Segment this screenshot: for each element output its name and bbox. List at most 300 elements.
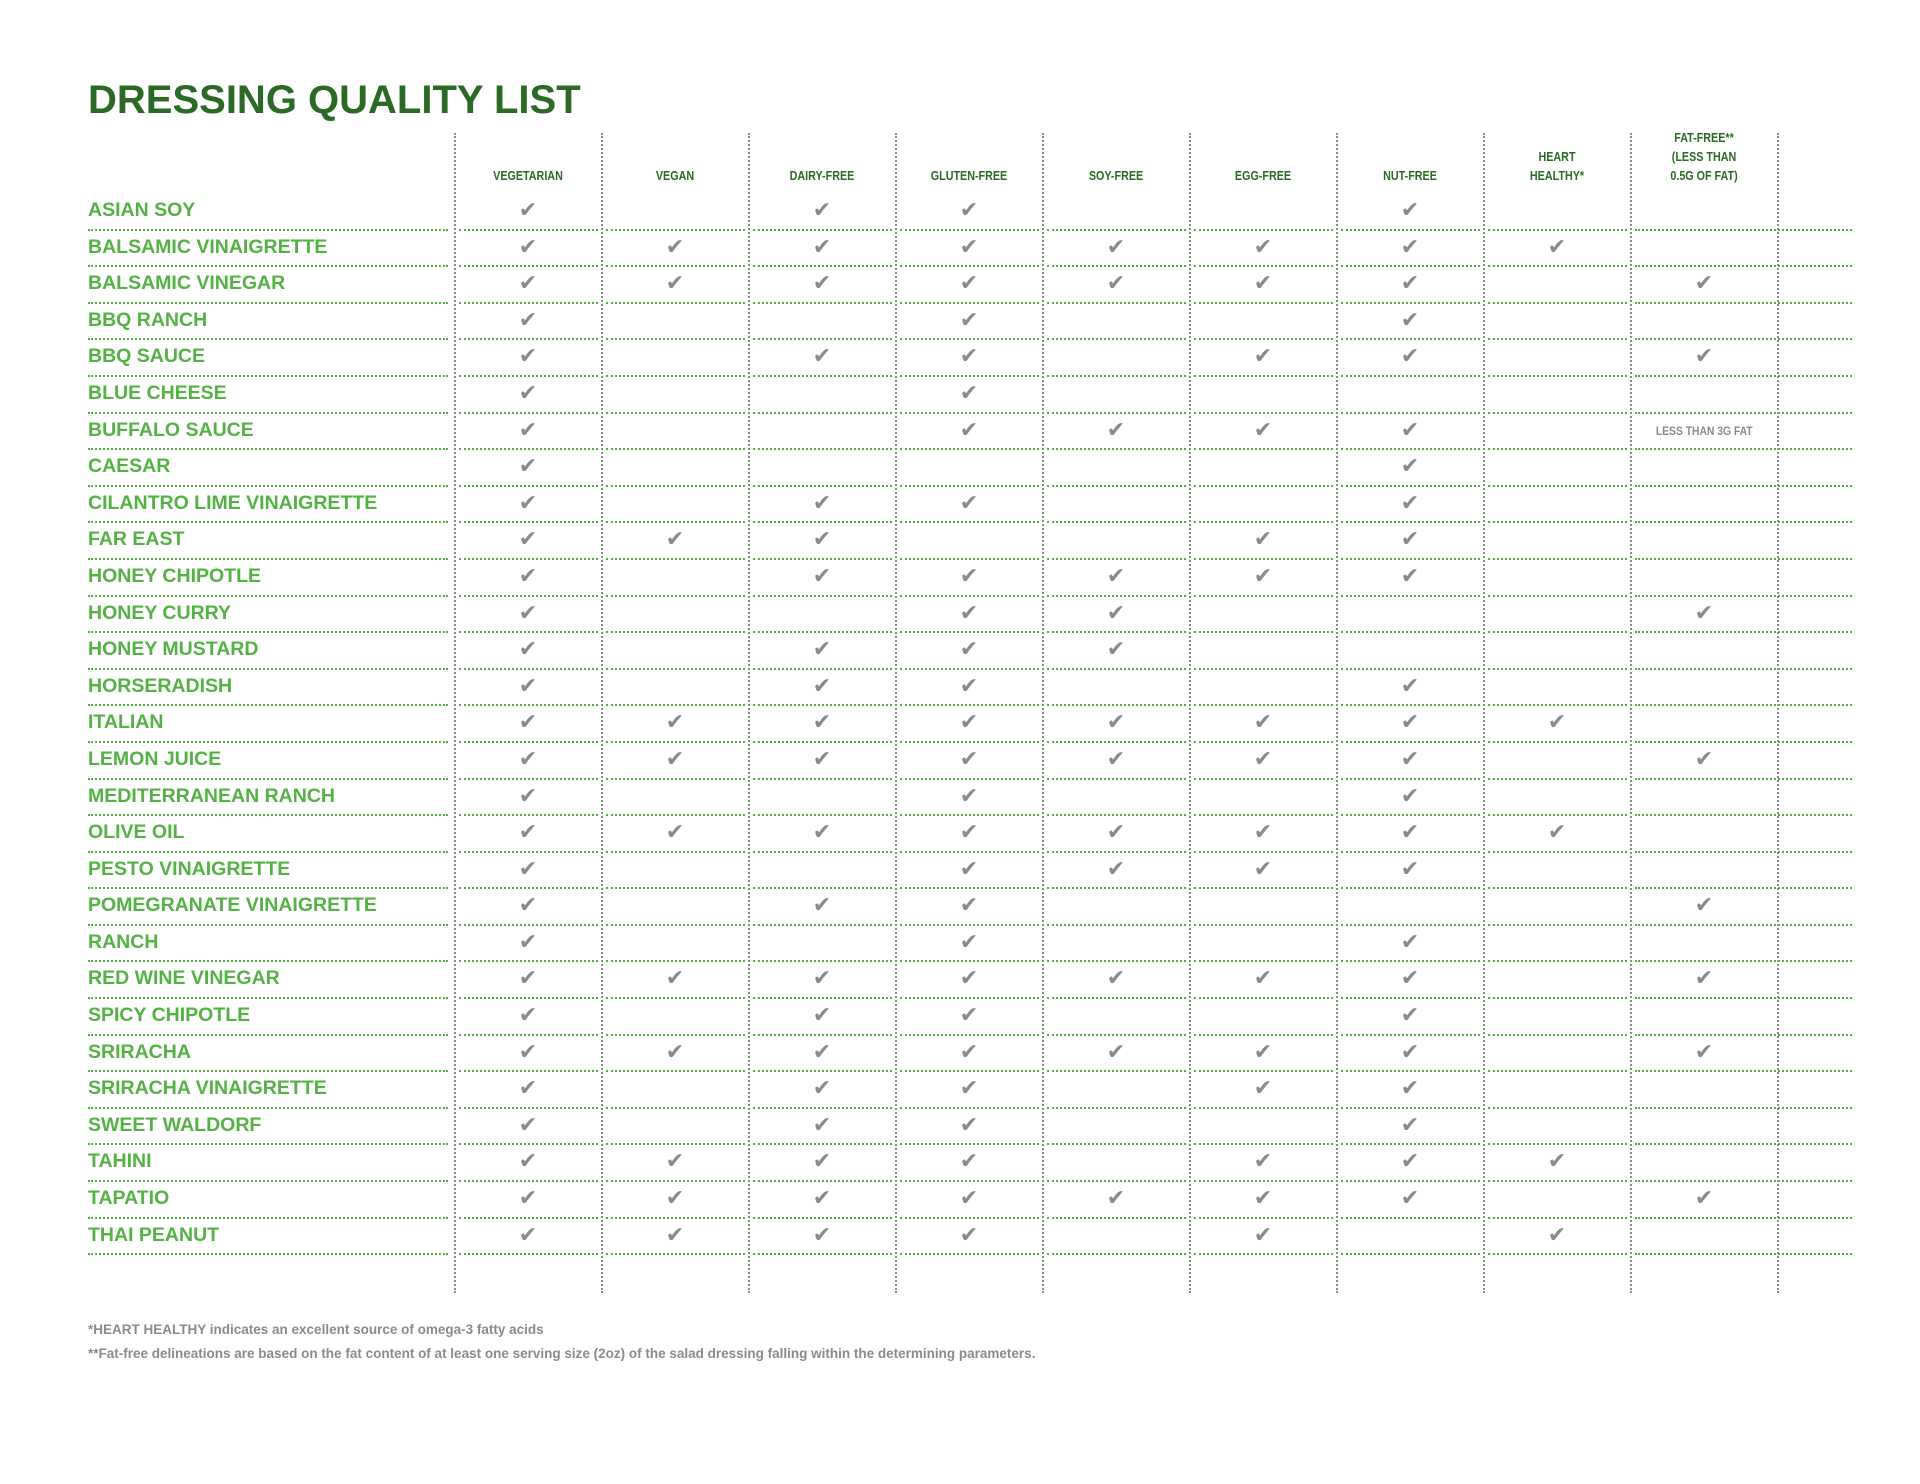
table-cell — [1043, 527, 1189, 553]
table-cell — [1190, 747, 1336, 773]
row-divider — [1341, 1253, 1480, 1255]
check-mark-icon: ✔ — [1106, 637, 1126, 663]
table-cell — [1190, 710, 1336, 736]
check-mark-icon: ✔ — [1253, 966, 1273, 992]
table-cell — [602, 235, 748, 261]
table-cell — [1190, 1003, 1336, 1029]
table-cell — [1190, 491, 1336, 517]
table-cell — [1631, 1186, 1777, 1212]
check-mark-icon: ✔ — [665, 710, 685, 736]
table-cell — [455, 1149, 601, 1175]
dressing-name: BALSAMIC VINEGAR — [88, 272, 286, 295]
table-row — [0, 633, 1920, 670]
table-cell — [896, 308, 1042, 334]
table-cell — [1337, 308, 1483, 334]
table-cell — [455, 674, 601, 700]
table-cell — [455, 1186, 601, 1212]
table-cell — [1190, 344, 1336, 370]
table-cell — [1631, 308, 1777, 334]
table-cell — [896, 893, 1042, 919]
table-cell — [455, 1003, 601, 1029]
table-cell — [1337, 857, 1483, 883]
table-cell — [455, 893, 601, 919]
check-mark-icon: ✔ — [1694, 746, 1714, 772]
table-cell — [1190, 674, 1336, 700]
check-mark-icon: ✔ — [1106, 746, 1126, 772]
column-header: EGG-FREE — [1234, 169, 1292, 183]
table-cell — [1337, 1113, 1483, 1139]
table-cell — [1190, 271, 1336, 297]
table-cell — [602, 454, 748, 480]
table-cell — [1190, 930, 1336, 956]
table-row — [0, 706, 1920, 743]
dressing-name: BBQ RANCH — [88, 308, 208, 331]
table-cell — [602, 710, 748, 736]
dressing-name: RANCH — [88, 930, 159, 953]
dressing-table — [0, 194, 1920, 1255]
table-cell — [896, 857, 1042, 883]
table-cell — [455, 418, 601, 444]
table-cell — [896, 235, 1042, 261]
check-mark-icon: ✔ — [1694, 344, 1714, 370]
table-cell — [455, 820, 601, 846]
check-mark-icon: ✔ — [1106, 234, 1126, 260]
check-mark-icon: ✔ — [959, 673, 979, 699]
row-divider — [88, 1253, 448, 1255]
table-cell — [602, 1186, 748, 1212]
table-cell — [1484, 235, 1630, 261]
table-cell — [455, 308, 601, 334]
check-mark-icon: ✔ — [1400, 527, 1420, 553]
table-cell — [749, 893, 895, 919]
check-mark-icon: ✔ — [518, 893, 538, 919]
dressing-name: SPICY CHIPOTLE — [88, 1004, 251, 1027]
table-cell — [602, 381, 748, 407]
table-cell — [749, 491, 895, 517]
table-cell — [1043, 637, 1189, 663]
check-mark-icon: ✔ — [959, 893, 979, 919]
column-header: VEGAN — [655, 169, 695, 183]
table-cell — [1190, 235, 1336, 261]
table-cell — [896, 454, 1042, 480]
check-mark-icon: ✔ — [1400, 307, 1420, 333]
check-mark-icon: ✔ — [959, 966, 979, 992]
table-cell — [1043, 491, 1189, 517]
table-cell — [1631, 491, 1777, 517]
check-mark-icon: ✔ — [665, 746, 685, 772]
table-cell — [602, 564, 748, 590]
check-mark-icon: ✔ — [1253, 234, 1273, 260]
table-cell — [602, 747, 748, 773]
table-cell — [749, 308, 895, 334]
table-row — [0, 597, 1920, 634]
check-mark-icon: ✔ — [518, 856, 538, 882]
check-mark-icon: ✔ — [1694, 1039, 1714, 1065]
check-mark-icon: ✔ — [1253, 417, 1273, 443]
table-cell — [455, 235, 601, 261]
table-row — [0, 816, 1920, 853]
table-cell — [1043, 784, 1189, 810]
check-mark-icon: ✔ — [518, 344, 538, 370]
dressing-name: BUFFALO SAUCE — [88, 418, 254, 441]
dressing-name: SRIRACHA VINAIGRETTE — [88, 1077, 327, 1100]
table-cell — [1337, 710, 1483, 736]
table-cell — [1043, 710, 1189, 736]
table-cell — [1190, 1149, 1336, 1175]
check-mark-icon: ✔ — [959, 600, 979, 626]
table-cell — [749, 1113, 895, 1139]
table-cell — [1190, 308, 1336, 334]
check-mark-icon: ✔ — [1400, 746, 1420, 772]
table-cell — [455, 344, 601, 370]
table-cell — [749, 1076, 895, 1102]
table-cell — [1631, 564, 1777, 590]
table-cell — [1043, 1076, 1189, 1102]
table-cell — [1190, 527, 1336, 553]
table-cell — [602, 674, 748, 700]
table-cell — [455, 601, 601, 627]
table-cell — [1337, 564, 1483, 590]
table-cell — [749, 527, 895, 553]
check-mark-icon: ✔ — [812, 1003, 832, 1029]
table-cell — [1484, 710, 1630, 736]
table-cell — [896, 1186, 1042, 1212]
row-divider — [606, 1253, 745, 1255]
check-mark-icon: ✔ — [665, 234, 685, 260]
table-cell — [1631, 1076, 1777, 1102]
table-cell — [1484, 1076, 1630, 1102]
table-row — [0, 743, 1920, 780]
table-cell — [1190, 381, 1336, 407]
dressing-name: BBQ SAUCE — [88, 345, 206, 368]
check-mark-icon: ✔ — [518, 746, 538, 772]
table-cell — [1337, 747, 1483, 773]
table-cell — [749, 344, 895, 370]
table-cell — [602, 601, 748, 627]
check-mark-icon: ✔ — [812, 673, 832, 699]
table-cell — [1484, 893, 1630, 919]
table-cell — [896, 491, 1042, 517]
check-mark-icon: ✔ — [518, 234, 538, 260]
table-cell — [602, 893, 748, 919]
table-row — [0, 487, 1920, 524]
table-cell — [749, 1223, 895, 1249]
table-cell — [1043, 674, 1189, 700]
table-cell — [1043, 747, 1189, 773]
table-cell — [1043, 381, 1189, 407]
table-row — [0, 780, 1920, 817]
table-cell — [1190, 418, 1336, 444]
table-cell — [602, 930, 748, 956]
table-cell — [1484, 381, 1630, 407]
column-header: SOY-FREE — [1088, 169, 1144, 183]
dressing-name: POMEGRANATE VINAIGRETTE — [88, 894, 377, 917]
table-cell — [1337, 381, 1483, 407]
row-divider — [753, 1253, 892, 1255]
check-mark-icon: ✔ — [518, 490, 538, 516]
table-cell — [749, 710, 895, 736]
table-cell — [896, 637, 1042, 663]
table-cell — [1190, 454, 1336, 480]
check-mark-icon: ✔ — [518, 198, 538, 223]
column-header: NUT-FREE — [1383, 169, 1437, 183]
table-cell — [455, 784, 601, 810]
table-cell — [896, 1113, 1042, 1139]
table-cell — [749, 747, 895, 773]
check-mark-icon: ✔ — [1106, 856, 1126, 882]
table-cell — [1337, 1149, 1483, 1175]
check-mark-icon: ✔ — [1253, 856, 1273, 882]
check-mark-icon: ✔ — [518, 1149, 538, 1175]
check-mark-icon: ✔ — [812, 1112, 832, 1138]
check-mark-icon: ✔ — [1106, 563, 1126, 589]
check-mark-icon: ✔ — [1400, 198, 1420, 223]
check-mark-icon: ✔ — [959, 1112, 979, 1138]
table-row — [0, 377, 1920, 414]
table-cell — [896, 344, 1042, 370]
table-cell — [896, 198, 1042, 224]
check-mark-icon: ✔ — [812, 1076, 832, 1102]
table-cell — [1190, 1076, 1336, 1102]
table-cell — [749, 1040, 895, 1066]
table-cell — [896, 601, 1042, 627]
dressing-name: ASIAN SOY — [88, 199, 196, 221]
table-row — [0, 1182, 1920, 1219]
table-cell — [1043, 454, 1189, 480]
table-cell — [1631, 820, 1777, 846]
table-cell — [1631, 1040, 1777, 1066]
cell-note: LESS THAN 3G FAT — [1655, 423, 1753, 438]
table-cell — [1043, 308, 1189, 334]
table-cell — [1337, 784, 1483, 810]
page-title: DRESSING QUALITY LIST — [88, 78, 581, 122]
check-mark-icon: ✔ — [1106, 271, 1126, 297]
table-row — [0, 523, 1920, 560]
table-cell — [896, 418, 1042, 444]
row-divider — [900, 1253, 1039, 1255]
table-row — [0, 1109, 1920, 1146]
table-cell — [1337, 344, 1483, 370]
check-mark-icon: ✔ — [665, 820, 685, 846]
check-mark-icon: ✔ — [959, 307, 979, 333]
check-mark-icon: ✔ — [812, 1186, 832, 1212]
check-mark-icon: ✔ — [1694, 271, 1714, 297]
check-mark-icon: ✔ — [812, 637, 832, 663]
check-mark-icon: ✔ — [1400, 454, 1420, 480]
check-mark-icon: ✔ — [1400, 344, 1420, 370]
table-cell — [1484, 564, 1630, 590]
table-cell — [1484, 271, 1630, 297]
check-mark-icon: ✔ — [1400, 563, 1420, 589]
table-cell — [1484, 1003, 1630, 1029]
check-mark-icon: ✔ — [1400, 417, 1420, 443]
table-cell — [749, 381, 895, 407]
check-mark-icon: ✔ — [1694, 1186, 1714, 1212]
table-cell — [455, 271, 601, 297]
table-cell — [602, 308, 748, 334]
check-mark-icon: ✔ — [1400, 1112, 1420, 1138]
table-cell — [1190, 784, 1336, 810]
check-mark-icon: ✔ — [518, 1112, 538, 1138]
table-cell — [749, 235, 895, 261]
table-cell — [896, 1040, 1042, 1066]
table-cell — [749, 674, 895, 700]
table-cell — [896, 820, 1042, 846]
check-mark-icon: ✔ — [959, 1039, 979, 1065]
table-cell — [1484, 1149, 1630, 1175]
check-mark-icon: ✔ — [1547, 1149, 1567, 1175]
table-cell — [602, 198, 748, 224]
table-row — [0, 1219, 1920, 1256]
table-cell — [896, 381, 1042, 407]
table-cell — [455, 381, 601, 407]
dressing-name: SWEET WALDORF — [88, 1113, 262, 1136]
check-mark-icon: ✔ — [959, 1076, 979, 1102]
table-cell — [1631, 344, 1777, 370]
table-cell — [896, 1076, 1042, 1102]
table-cell — [1043, 930, 1189, 956]
table-cell — [455, 1076, 601, 1102]
check-mark-icon: ✔ — [1253, 344, 1273, 370]
check-mark-icon: ✔ — [665, 1149, 685, 1175]
check-mark-icon: ✔ — [1547, 820, 1567, 846]
table-cell — [749, 198, 895, 224]
table-cell — [1190, 1223, 1336, 1249]
table-cell — [455, 966, 601, 992]
table-cell — [455, 1223, 601, 1249]
table-cell — [749, 930, 895, 956]
table-cell — [602, 491, 748, 517]
table-cell — [896, 747, 1042, 773]
table-cell — [1484, 1186, 1630, 1212]
footnote-fat-free: **Fat-free delineations are based on the fat content of at least one serving size (2oz) of the salad dressing falling within the determining parameters. — [88, 1346, 1036, 1361]
check-mark-icon: ✔ — [1106, 417, 1126, 443]
check-mark-icon: ✔ — [1400, 966, 1420, 992]
table-cell — [1337, 1076, 1483, 1102]
check-mark-icon: ✔ — [518, 600, 538, 626]
table-cell — [455, 747, 601, 773]
table-cell — [455, 491, 601, 517]
check-mark-icon: ✔ — [518, 527, 538, 553]
table-cell — [1337, 418, 1483, 444]
table-cell — [1631, 784, 1777, 810]
column-header: HEART HEALTHY* — [1529, 150, 1585, 183]
table-cell — [1484, 674, 1630, 700]
check-mark-icon: ✔ — [959, 380, 979, 406]
table-cell — [1043, 1040, 1189, 1066]
check-mark-icon: ✔ — [518, 783, 538, 809]
check-mark-icon: ✔ — [1400, 1076, 1420, 1102]
table-cell — [1484, 527, 1630, 553]
table-row — [0, 670, 1920, 707]
check-mark-icon: ✔ — [665, 966, 685, 992]
row-divider — [1047, 1253, 1186, 1255]
check-mark-icon: ✔ — [959, 783, 979, 809]
table-cell — [1043, 1113, 1189, 1139]
table-cell — [602, 784, 748, 810]
check-mark-icon: ✔ — [812, 966, 832, 992]
table-row — [0, 194, 1920, 231]
table-cell — [896, 674, 1042, 700]
table-cell — [1190, 637, 1336, 663]
table-cell — [1043, 966, 1189, 992]
dressing-name: BALSAMIC VINAIGRETTE — [88, 235, 328, 258]
dressing-name: BLUE CHEESE — [88, 381, 227, 404]
dressing-name: SRIRACHA — [88, 1040, 191, 1063]
check-mark-icon: ✔ — [1400, 234, 1420, 260]
table-cell — [749, 1186, 895, 1212]
check-mark-icon: ✔ — [959, 637, 979, 663]
table-cell — [749, 966, 895, 992]
table-cell — [1484, 966, 1630, 992]
row-divider — [1488, 1253, 1627, 1255]
table-cell — [1631, 1149, 1777, 1175]
table-cell — [1631, 1113, 1777, 1139]
table-cell — [1484, 1113, 1630, 1139]
table-cell — [1043, 857, 1189, 883]
table-cell — [1631, 1003, 1777, 1029]
table-cell — [1484, 198, 1630, 224]
table-cell — [1190, 893, 1336, 919]
table-cell — [455, 710, 601, 736]
dressing-name: THAI PEANUT — [88, 1223, 220, 1246]
row-divider — [459, 1253, 598, 1255]
table-cell — [1043, 564, 1189, 590]
table-row — [0, 962, 1920, 999]
check-mark-icon: ✔ — [812, 198, 832, 223]
table-cell — [1337, 966, 1483, 992]
table-cell — [1337, 893, 1483, 919]
check-mark-icon: ✔ — [1106, 1186, 1126, 1212]
check-mark-icon: ✔ — [812, 820, 832, 846]
check-mark-icon: ✔ — [1694, 893, 1714, 919]
check-mark-icon: ✔ — [518, 1003, 538, 1029]
table-cell — [1337, 491, 1483, 517]
check-mark-icon: ✔ — [959, 234, 979, 260]
dressing-name: ITALIAN — [88, 711, 164, 734]
table-cell — [602, 820, 748, 846]
check-mark-icon: ✔ — [959, 820, 979, 846]
check-mark-icon: ✔ — [1400, 1149, 1420, 1175]
check-mark-icon: ✔ — [1694, 600, 1714, 626]
row-divider — [1194, 1253, 1333, 1255]
table-cell — [455, 564, 601, 590]
table-cell — [1337, 1223, 1483, 1249]
table-cell — [1337, 601, 1483, 627]
table-cell — [749, 454, 895, 480]
check-mark-icon: ✔ — [1547, 710, 1567, 736]
check-mark-icon: ✔ — [959, 344, 979, 370]
table-cell — [1043, 418, 1189, 444]
table-cell — [1484, 344, 1630, 370]
table-cell — [1190, 857, 1336, 883]
check-mark-icon: ✔ — [665, 527, 685, 553]
table-cell — [1337, 271, 1483, 297]
table-cell — [749, 820, 895, 846]
check-mark-icon: ✔ — [665, 1222, 685, 1248]
table-cell — [1484, 418, 1630, 444]
table-cell — [1631, 198, 1777, 224]
table-cell — [602, 344, 748, 370]
table-cell — [896, 784, 1042, 810]
check-mark-icon: ✔ — [959, 856, 979, 882]
table-cell — [1484, 454, 1630, 480]
dressing-name: PESTO VINAIGRETTE — [88, 857, 291, 880]
check-mark-icon: ✔ — [1400, 271, 1420, 297]
table-cell — [1043, 1149, 1189, 1175]
table-cell — [896, 930, 1042, 956]
table-cell — [749, 564, 895, 590]
